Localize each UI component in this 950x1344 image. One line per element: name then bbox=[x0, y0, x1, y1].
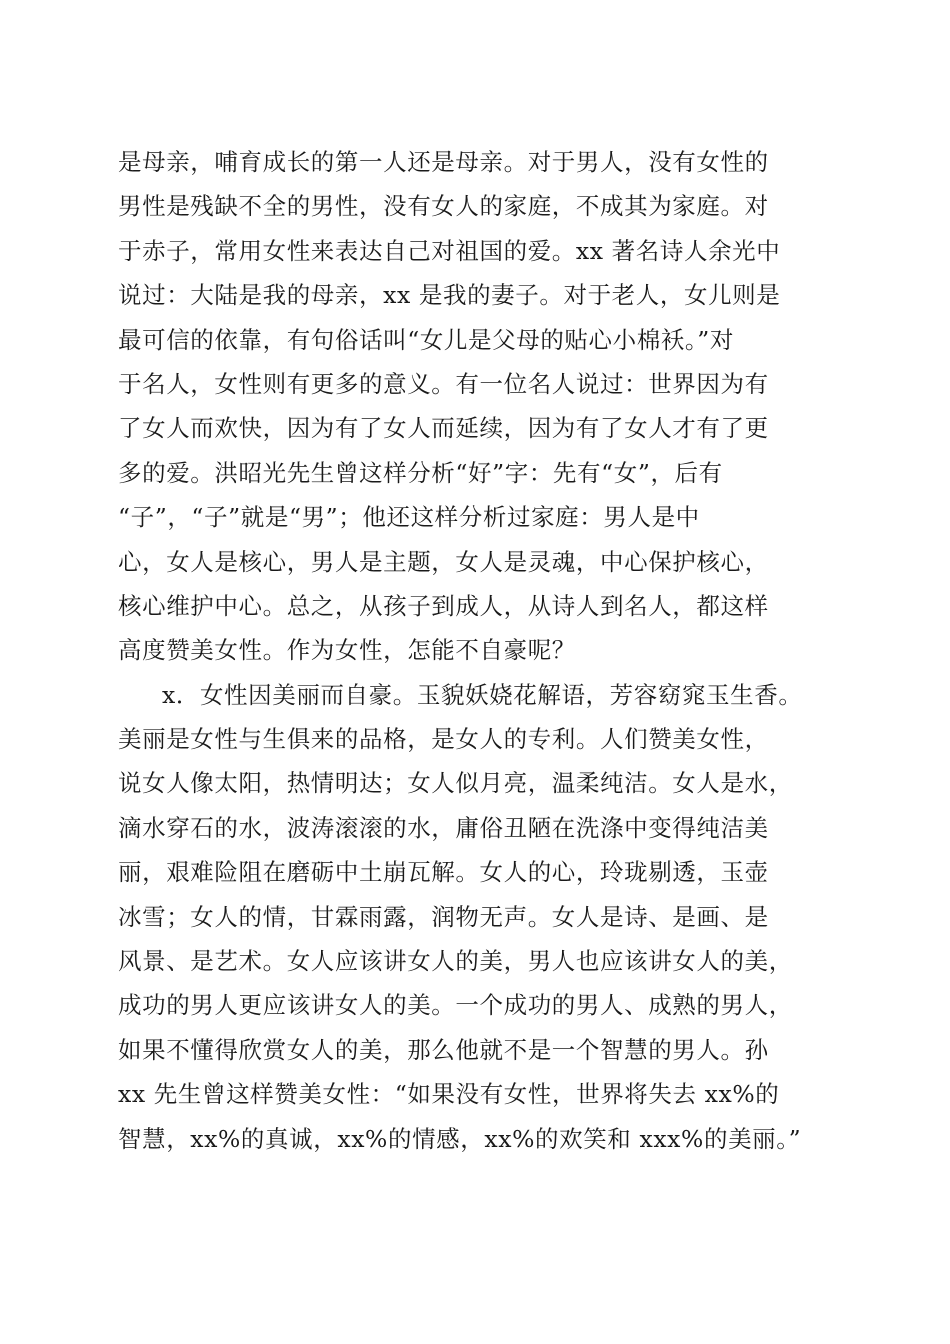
paragraph-line: 滴水穿石的水，波涛滚滚的水，庸俗丑陋在洗涤中变得纯洁美 bbox=[118, 813, 769, 842]
paragraph-line: 冰雪；女人的情，甘霖雨露，润物无声。女人是诗、是画、是 bbox=[118, 902, 769, 931]
paragraph-line: 高度赞美女性。作为女性，怎能不自豪呢？ bbox=[118, 636, 576, 665]
paragraph-line: 成功的男人更应该讲女人的美。一个成功的男人、成熟的男人， bbox=[118, 991, 793, 1020]
paragraph-line: 是母亲，哺育成长的第一人还是母亲。对于男人，没有女性的 bbox=[118, 148, 769, 176]
paragraph-line: “子”，“子”就是“男”；他还这样分析过家庭：男人是中 bbox=[118, 503, 700, 532]
paragraph-line: 如果不懂得欣赏女人的美，那么他就不是一个智慧的男人。孙 bbox=[118, 1035, 769, 1064]
paragraph-line: 于赤子，常用女性来表达自己对祖国的爱。xx 著名诗人余光中 bbox=[118, 236, 781, 265]
paragraph-line: 最可信的依靠，有句俗话叫“女儿是父母的贴心小棉袄。”对 bbox=[118, 325, 734, 354]
paragraph-line: x．女性因美丽而自豪。玉貌妖娆花解语，芳容窈窕玉生香。 bbox=[162, 680, 803, 709]
paragraph-line: 多的爱。洪昭光先生曾这样分析“好”字：先有“女”，后有 bbox=[118, 458, 723, 487]
document-body bbox=[118, 140, 838, 1161]
paragraph-line: 丽，艰难险阻在磨砺中土崩瓦解。女人的心，玲珑剔透，玉壶 bbox=[118, 858, 769, 887]
paragraph-line: 了女人而欢快，因为有了女人而延续，因为有了女人才有了更 bbox=[118, 414, 769, 443]
paragraph-line: xx 先生曾这样赞美女性：“如果没有女性，世界将失去 xx%的 bbox=[118, 1080, 780, 1109]
paragraph-line: 男性是残缺不全的男性，没有女人的家庭，不成其为家庭。对 bbox=[118, 192, 769, 221]
paragraph-line: 美丽是女性与生俱来的品格，是女人的专利。人们赞美女性， bbox=[118, 725, 769, 754]
paragraph-line: 智慧，xx%的真诚，xx%的情感，xx%的欢笑和 xxx%的美丽。” bbox=[118, 1124, 802, 1153]
paragraph-line: 心，女人是核心，男人是主题，女人是灵魂，中心保护核心， bbox=[118, 547, 769, 576]
paragraph-line: 核心维护中心。总之，从孩子到成人，从诗人到名人，都这样 bbox=[118, 591, 769, 620]
paragraph-2 bbox=[118, 673, 838, 1161]
paragraph-line: 于名人，女性则有更多的意义。有一位名人说过：世界因为有 bbox=[118, 369, 769, 398]
paragraph-line: 说过：大陆是我的母亲，xx 是我的妻子。对于老人，女儿则是 bbox=[118, 281, 781, 310]
paragraph-line: 说女人像太阳，热情明达；女人似月亮，温柔纯洁。女人是水， bbox=[118, 769, 793, 798]
paragraph-1 bbox=[118, 140, 838, 673]
paragraph-line: 风景、是艺术。女人应该讲女人的美，男人也应该讲女人的美， bbox=[118, 947, 793, 976]
